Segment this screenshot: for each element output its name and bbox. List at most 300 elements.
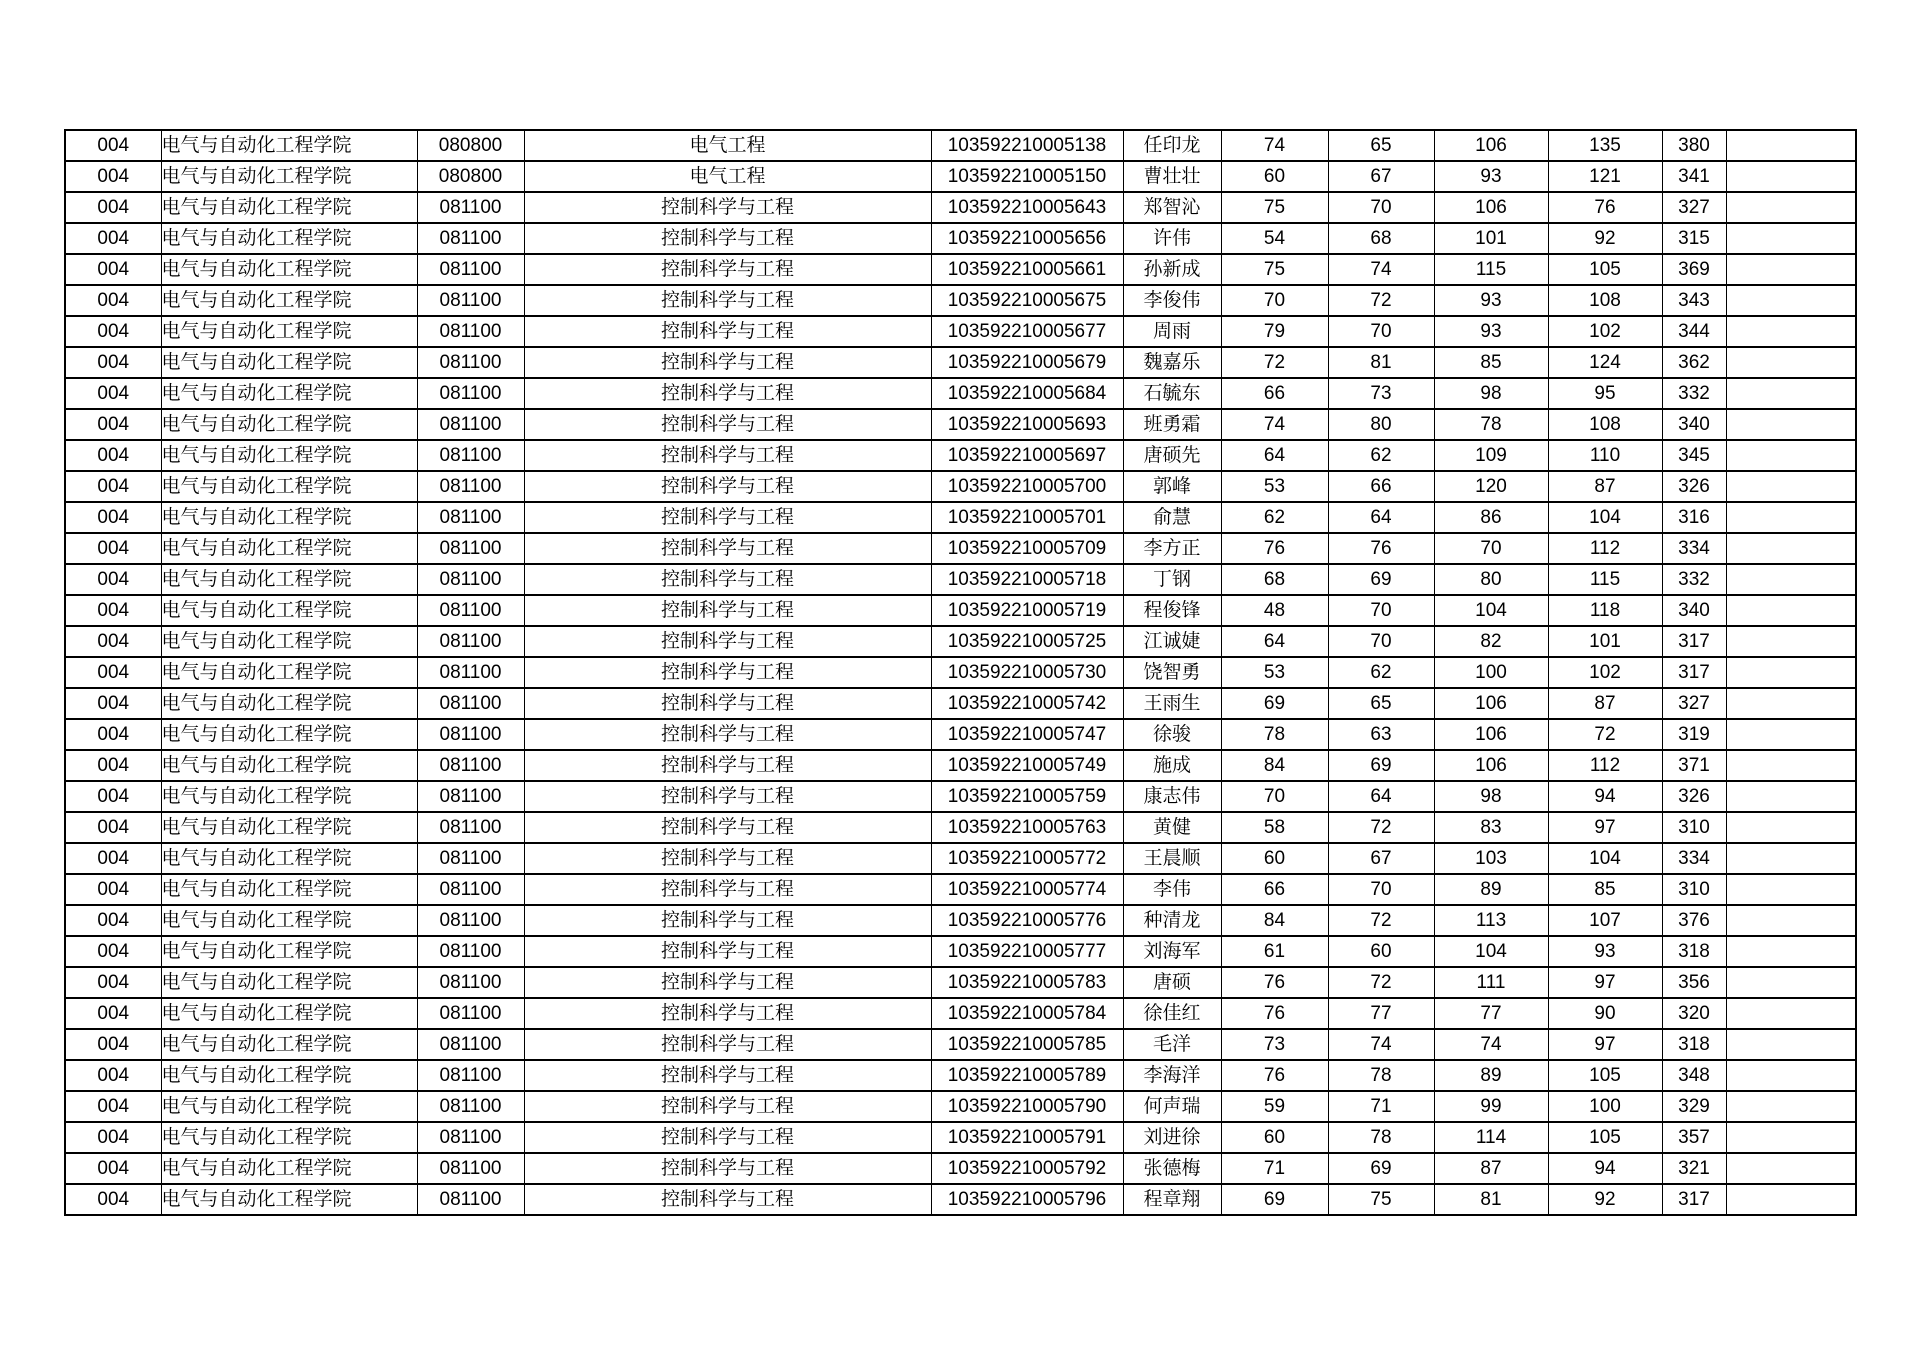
- college-name-cell: 电气与自动化工程学院: [161, 161, 417, 192]
- total-score-cell: 326: [1662, 781, 1726, 812]
- student-name-cell: 郭峰: [1123, 471, 1221, 502]
- major-name-cell: 控制科学与工程: [524, 595, 931, 626]
- politics-score-cell: 60: [1221, 1122, 1328, 1153]
- table-row: [65, 254, 1856, 285]
- course1-score-cell: 77: [1434, 998, 1548, 1029]
- course2-score-cell: 93: [1548, 936, 1662, 967]
- table-row: [65, 626, 1856, 657]
- table-row: [65, 533, 1856, 564]
- exam-number-cell: 103592210005759: [931, 781, 1123, 812]
- exam-number-cell: 103592210005719: [931, 595, 1123, 626]
- course2-score-cell: 72: [1548, 719, 1662, 750]
- major-name-cell: 控制科学与工程: [524, 657, 931, 688]
- remark-cell: [1726, 657, 1856, 688]
- course1-score-cell: 101: [1434, 223, 1548, 254]
- remark-cell: [1726, 750, 1856, 781]
- course1-score-cell: 99: [1434, 1091, 1548, 1122]
- student-name-cell: 王晨顺: [1123, 843, 1221, 874]
- english-score-cell: 69: [1328, 750, 1434, 781]
- english-score-cell: 78: [1328, 1122, 1434, 1153]
- remark-cell: [1726, 1029, 1856, 1060]
- college-name-cell: 电气与自动化工程学院: [161, 502, 417, 533]
- student-name-cell: 徐骏: [1123, 719, 1221, 750]
- student-name-cell: 程俊锋: [1123, 595, 1221, 626]
- politics-score-cell: 74: [1221, 130, 1328, 161]
- major-name-cell: 控制科学与工程: [524, 843, 931, 874]
- school-code-cell: 004: [65, 223, 161, 254]
- politics-score-cell: 53: [1221, 657, 1328, 688]
- course2-score-cell: 108: [1548, 285, 1662, 316]
- college-name-cell: 电气与自动化工程学院: [161, 719, 417, 750]
- table-row: [65, 812, 1856, 843]
- major-code-cell: 081100: [417, 1091, 524, 1122]
- major-code-cell: 081100: [417, 378, 524, 409]
- exam-number-cell: 103592210005679: [931, 347, 1123, 378]
- student-name-cell: 程章翔: [1123, 1184, 1221, 1215]
- student-name-cell: 孙新成: [1123, 254, 1221, 285]
- major-name-cell: 控制科学与工程: [524, 874, 931, 905]
- school-code-cell: 004: [65, 409, 161, 440]
- english-score-cell: 74: [1328, 254, 1434, 285]
- total-score-cell: 340: [1662, 409, 1726, 440]
- remark-cell: [1726, 905, 1856, 936]
- english-score-cell: 67: [1328, 161, 1434, 192]
- exam-number-cell: 103592210005763: [931, 812, 1123, 843]
- table-row: [65, 285, 1856, 316]
- course1-score-cell: 89: [1434, 1060, 1548, 1091]
- english-score-cell: 62: [1328, 440, 1434, 471]
- college-name-cell: 电气与自动化工程学院: [161, 347, 417, 378]
- major-code-cell: 081100: [417, 347, 524, 378]
- college-name-cell: 电气与自动化工程学院: [161, 998, 417, 1029]
- politics-score-cell: 72: [1221, 347, 1328, 378]
- major-name-cell: 控制科学与工程: [524, 502, 931, 533]
- college-name-cell: 电气与自动化工程学院: [161, 223, 417, 254]
- total-score-cell: 317: [1662, 657, 1726, 688]
- politics-score-cell: 54: [1221, 223, 1328, 254]
- english-score-cell: 70: [1328, 595, 1434, 626]
- course1-score-cell: 70: [1434, 533, 1548, 564]
- major-code-cell: 081100: [417, 502, 524, 533]
- politics-score-cell: 75: [1221, 192, 1328, 223]
- school-code-cell: 004: [65, 130, 161, 161]
- remark-cell: [1726, 161, 1856, 192]
- total-score-cell: 334: [1662, 533, 1726, 564]
- remark-cell: [1726, 967, 1856, 998]
- remark-cell: [1726, 1153, 1856, 1184]
- exam-number-cell: 103592210005791: [931, 1122, 1123, 1153]
- major-name-cell: 控制科学与工程: [524, 1184, 931, 1215]
- english-score-cell: 63: [1328, 719, 1434, 750]
- course2-score-cell: 97: [1548, 1029, 1662, 1060]
- exam-number-cell: 103592210005749: [931, 750, 1123, 781]
- major-name-cell: 控制科学与工程: [524, 378, 931, 409]
- exam-number-cell: 103592210005730: [931, 657, 1123, 688]
- school-code-cell: 004: [65, 533, 161, 564]
- politics-score-cell: 76: [1221, 533, 1328, 564]
- english-score-cell: 69: [1328, 1153, 1434, 1184]
- english-score-cell: 60: [1328, 936, 1434, 967]
- remark-cell: [1726, 254, 1856, 285]
- politics-score-cell: 76: [1221, 998, 1328, 1029]
- course1-score-cell: 120: [1434, 471, 1548, 502]
- major-code-cell: 081100: [417, 316, 524, 347]
- politics-score-cell: 84: [1221, 750, 1328, 781]
- course1-score-cell: 89: [1434, 874, 1548, 905]
- english-score-cell: 64: [1328, 781, 1434, 812]
- remark-cell: [1726, 781, 1856, 812]
- college-name-cell: 电气与自动化工程学院: [161, 657, 417, 688]
- student-name-cell: 郑智沁: [1123, 192, 1221, 223]
- college-name-cell: 电气与自动化工程学院: [161, 688, 417, 719]
- table-row: [65, 564, 1856, 595]
- course2-score-cell: 92: [1548, 223, 1662, 254]
- total-score-cell: 321: [1662, 1153, 1726, 1184]
- student-name-cell: 张德梅: [1123, 1153, 1221, 1184]
- table-row: [65, 657, 1856, 688]
- total-score-cell: 317: [1662, 1184, 1726, 1215]
- major-code-cell: 081100: [417, 719, 524, 750]
- school-code-cell: 004: [65, 161, 161, 192]
- major-code-cell: 081100: [417, 595, 524, 626]
- table-row: [65, 347, 1856, 378]
- course2-score-cell: 107: [1548, 905, 1662, 936]
- exam-number-cell: 103592210005777: [931, 936, 1123, 967]
- course2-score-cell: 108: [1548, 409, 1662, 440]
- remark-cell: [1726, 316, 1856, 347]
- remark-cell: [1726, 1184, 1856, 1215]
- student-name-cell: 丁钢: [1123, 564, 1221, 595]
- total-score-cell: 376: [1662, 905, 1726, 936]
- english-score-cell: 70: [1328, 316, 1434, 347]
- total-score-cell: 356: [1662, 967, 1726, 998]
- politics-score-cell: 66: [1221, 378, 1328, 409]
- school-code-cell: 004: [65, 254, 161, 285]
- course2-score-cell: 97: [1548, 812, 1662, 843]
- politics-score-cell: 60: [1221, 843, 1328, 874]
- major-name-cell: 控制科学与工程: [524, 316, 931, 347]
- major-name-cell: 控制科学与工程: [524, 409, 931, 440]
- course1-score-cell: 93: [1434, 161, 1548, 192]
- english-score-cell: 62: [1328, 657, 1434, 688]
- table-row: [65, 595, 1856, 626]
- college-name-cell: 电气与自动化工程学院: [161, 316, 417, 347]
- remark-cell: [1726, 409, 1856, 440]
- exam-number-cell: 103592210005693: [931, 409, 1123, 440]
- course2-score-cell: 94: [1548, 1153, 1662, 1184]
- exam-number-cell: 103592210005783: [931, 967, 1123, 998]
- remark-cell: [1726, 533, 1856, 564]
- college-name-cell: 电气与自动化工程学院: [161, 595, 417, 626]
- major-code-cell: 081100: [417, 1122, 524, 1153]
- college-name-cell: 电气与自动化工程学院: [161, 1060, 417, 1091]
- politics-score-cell: 70: [1221, 285, 1328, 316]
- student-name-cell: 毛洋: [1123, 1029, 1221, 1060]
- college-name-cell: 电气与自动化工程学院: [161, 967, 417, 998]
- exam-number-cell: 103592210005677: [931, 316, 1123, 347]
- politics-score-cell: 70: [1221, 781, 1328, 812]
- total-score-cell: 369: [1662, 254, 1726, 285]
- major-name-cell: 控制科学与工程: [524, 750, 931, 781]
- course1-score-cell: 81: [1434, 1184, 1548, 1215]
- table-row: [65, 719, 1856, 750]
- course1-score-cell: 80: [1434, 564, 1548, 595]
- major-code-cell: 081100: [417, 1060, 524, 1091]
- total-score-cell: 345: [1662, 440, 1726, 471]
- student-name-cell: 魏嘉乐: [1123, 347, 1221, 378]
- english-score-cell: 67: [1328, 843, 1434, 874]
- table-row: [65, 440, 1856, 471]
- student-name-cell: 种清龙: [1123, 905, 1221, 936]
- exam-number-cell: 103592210005700: [931, 471, 1123, 502]
- exam-number-cell: 103592210005772: [931, 843, 1123, 874]
- course2-score-cell: 94: [1548, 781, 1662, 812]
- student-name-cell: 李伟: [1123, 874, 1221, 905]
- total-score-cell: 332: [1662, 564, 1726, 595]
- major-code-cell: 081100: [417, 1153, 524, 1184]
- table-row: [65, 1184, 1856, 1215]
- major-code-cell: 081100: [417, 812, 524, 843]
- english-score-cell: 70: [1328, 192, 1434, 223]
- exam-number-cell: 103592210005792: [931, 1153, 1123, 1184]
- major-code-cell: 081100: [417, 781, 524, 812]
- major-code-cell: 081100: [417, 254, 524, 285]
- school-code-cell: 004: [65, 192, 161, 223]
- major-name-cell: 控制科学与工程: [524, 1153, 931, 1184]
- course1-score-cell: 83: [1434, 812, 1548, 843]
- major-name-cell: 控制科学与工程: [524, 781, 931, 812]
- school-code-cell: 004: [65, 843, 161, 874]
- major-name-cell: 控制科学与工程: [524, 688, 931, 719]
- school-code-cell: 004: [65, 1060, 161, 1091]
- major-name-cell: 控制科学与工程: [524, 812, 931, 843]
- politics-score-cell: 76: [1221, 967, 1328, 998]
- politics-score-cell: 78: [1221, 719, 1328, 750]
- school-code-cell: 004: [65, 812, 161, 843]
- exam-number-cell: 103592210005661: [931, 254, 1123, 285]
- remark-cell: [1726, 285, 1856, 316]
- english-score-cell: 73: [1328, 378, 1434, 409]
- major-code-cell: 081100: [417, 905, 524, 936]
- course2-score-cell: 87: [1548, 471, 1662, 502]
- politics-score-cell: 64: [1221, 440, 1328, 471]
- exam-number-cell: 103592210005790: [931, 1091, 1123, 1122]
- remark-cell: [1726, 1091, 1856, 1122]
- course2-score-cell: 101: [1548, 626, 1662, 657]
- school-code-cell: 004: [65, 750, 161, 781]
- total-score-cell: 315: [1662, 223, 1726, 254]
- total-score-cell: 334: [1662, 843, 1726, 874]
- english-score-cell: 70: [1328, 874, 1434, 905]
- course1-score-cell: 87: [1434, 1153, 1548, 1184]
- remark-cell: [1726, 192, 1856, 223]
- student-name-cell: 班勇霜: [1123, 409, 1221, 440]
- exam-number-cell: 103592210005138: [931, 130, 1123, 161]
- course1-score-cell: 106: [1434, 130, 1548, 161]
- remark-cell: [1726, 719, 1856, 750]
- politics-score-cell: 48: [1221, 595, 1328, 626]
- major-name-cell: 电气工程: [524, 130, 931, 161]
- school-code-cell: 004: [65, 657, 161, 688]
- course2-score-cell: 92: [1548, 1184, 1662, 1215]
- course2-score-cell: 105: [1548, 254, 1662, 285]
- student-name-cell: 饶智勇: [1123, 657, 1221, 688]
- student-name-cell: 石毓东: [1123, 378, 1221, 409]
- table-row: [65, 1029, 1856, 1060]
- table-row: [65, 1060, 1856, 1091]
- politics-score-cell: 74: [1221, 409, 1328, 440]
- major-name-cell: 控制科学与工程: [524, 223, 931, 254]
- major-name-cell: 控制科学与工程: [524, 254, 931, 285]
- table-row: [65, 688, 1856, 719]
- politics-score-cell: 53: [1221, 471, 1328, 502]
- remark-cell: [1726, 130, 1856, 161]
- exam-number-cell: 103592210005796: [931, 1184, 1123, 1215]
- college-name-cell: 电气与自动化工程学院: [161, 936, 417, 967]
- course1-score-cell: 93: [1434, 285, 1548, 316]
- politics-score-cell: 75: [1221, 254, 1328, 285]
- total-score-cell: 348: [1662, 1060, 1726, 1091]
- politics-score-cell: 68: [1221, 564, 1328, 595]
- english-score-cell: 80: [1328, 409, 1434, 440]
- remark-cell: [1726, 1060, 1856, 1091]
- school-code-cell: 004: [65, 347, 161, 378]
- major-code-cell: 080800: [417, 161, 524, 192]
- politics-score-cell: 73: [1221, 1029, 1328, 1060]
- major-name-cell: 控制科学与工程: [524, 533, 931, 564]
- course1-score-cell: 114: [1434, 1122, 1548, 1153]
- course1-score-cell: 104: [1434, 936, 1548, 967]
- remark-cell: [1726, 936, 1856, 967]
- course1-score-cell: 85: [1434, 347, 1548, 378]
- major-name-cell: 控制科学与工程: [524, 905, 931, 936]
- table-row: [65, 936, 1856, 967]
- exam-number-cell: 103592210005742: [931, 688, 1123, 719]
- student-name-cell: 江诚婕: [1123, 626, 1221, 657]
- course2-score-cell: 87: [1548, 688, 1662, 719]
- major-name-cell: 控制科学与工程: [524, 1029, 931, 1060]
- student-name-cell: 施成: [1123, 750, 1221, 781]
- table-row: [65, 502, 1856, 533]
- total-score-cell: 380: [1662, 130, 1726, 161]
- major-name-cell: 控制科学与工程: [524, 1091, 931, 1122]
- course2-score-cell: 135: [1548, 130, 1662, 161]
- table-row: [65, 378, 1856, 409]
- course2-score-cell: 102: [1548, 657, 1662, 688]
- table-row: [65, 130, 1856, 161]
- student-name-cell: 李海洋: [1123, 1060, 1221, 1091]
- table-row: [65, 471, 1856, 502]
- major-name-cell: 控制科学与工程: [524, 998, 931, 1029]
- english-score-cell: 71: [1328, 1091, 1434, 1122]
- student-name-cell: 何声瑞: [1123, 1091, 1221, 1122]
- politics-score-cell: 84: [1221, 905, 1328, 936]
- major-code-cell: 081100: [417, 750, 524, 781]
- student-name-cell: 任印龙: [1123, 130, 1221, 161]
- major-code-cell: 080800: [417, 130, 524, 161]
- exam-number-cell: 103592210005725: [931, 626, 1123, 657]
- college-name-cell: 电气与自动化工程学院: [161, 564, 417, 595]
- student-name-cell: 李俊伟: [1123, 285, 1221, 316]
- major-code-cell: 081100: [417, 657, 524, 688]
- politics-score-cell: 79: [1221, 316, 1328, 347]
- exam-number-cell: 103592210005718: [931, 564, 1123, 595]
- remark-cell: [1726, 564, 1856, 595]
- school-code-cell: 004: [65, 781, 161, 812]
- school-code-cell: 004: [65, 1153, 161, 1184]
- major-code-cell: 081100: [417, 223, 524, 254]
- student-name-cell: 唐硕先: [1123, 440, 1221, 471]
- english-score-cell: 78: [1328, 1060, 1434, 1091]
- college-name-cell: 电气与自动化工程学院: [161, 440, 417, 471]
- total-score-cell: 316: [1662, 502, 1726, 533]
- course2-score-cell: 95: [1548, 378, 1662, 409]
- total-score-cell: 343: [1662, 285, 1726, 316]
- exam-number-cell: 103592210005675: [931, 285, 1123, 316]
- major-name-cell: 控制科学与工程: [524, 626, 931, 657]
- major-code-cell: 081100: [417, 285, 524, 316]
- major-code-cell: 081100: [417, 192, 524, 223]
- total-score-cell: 326: [1662, 471, 1726, 502]
- total-score-cell: 327: [1662, 192, 1726, 223]
- student-name-cell: 黄健: [1123, 812, 1221, 843]
- student-name-cell: 康志伟: [1123, 781, 1221, 812]
- total-score-cell: 310: [1662, 812, 1726, 843]
- remark-cell: [1726, 440, 1856, 471]
- total-score-cell: 318: [1662, 1029, 1726, 1060]
- table-row: [65, 967, 1856, 998]
- student-name-cell: 曹壮壮: [1123, 161, 1221, 192]
- english-score-cell: 64: [1328, 502, 1434, 533]
- total-score-cell: 362: [1662, 347, 1726, 378]
- course1-score-cell: 103: [1434, 843, 1548, 874]
- remark-cell: [1726, 595, 1856, 626]
- english-score-cell: 69: [1328, 564, 1434, 595]
- student-name-cell: 李方正: [1123, 533, 1221, 564]
- major-code-cell: 081100: [417, 409, 524, 440]
- english-score-cell: 77: [1328, 998, 1434, 1029]
- politics-score-cell: 64: [1221, 626, 1328, 657]
- total-score-cell: 320: [1662, 998, 1726, 1029]
- total-score-cell: 310: [1662, 874, 1726, 905]
- course1-score-cell: 106: [1434, 719, 1548, 750]
- major-name-cell: 控制科学与工程: [524, 347, 931, 378]
- course1-score-cell: 113: [1434, 905, 1548, 936]
- remark-cell: [1726, 1122, 1856, 1153]
- score-table: [64, 129, 1857, 1216]
- college-name-cell: 电气与自动化工程学院: [161, 874, 417, 905]
- english-score-cell: 70: [1328, 626, 1434, 657]
- english-score-cell: 72: [1328, 285, 1434, 316]
- exam-number-cell: 103592210005784: [931, 998, 1123, 1029]
- total-score-cell: 340: [1662, 595, 1726, 626]
- exam-number-cell: 103592210005643: [931, 192, 1123, 223]
- student-name-cell: 唐硕: [1123, 967, 1221, 998]
- course2-score-cell: 112: [1548, 750, 1662, 781]
- table-row: [65, 223, 1856, 254]
- table-body: [65, 130, 1856, 1215]
- course2-score-cell: 102: [1548, 316, 1662, 347]
- remark-cell: [1726, 378, 1856, 409]
- major-code-cell: 081100: [417, 533, 524, 564]
- table-row: [65, 874, 1856, 905]
- school-code-cell: 004: [65, 998, 161, 1029]
- college-name-cell: 电气与自动化工程学院: [161, 285, 417, 316]
- exam-number-cell: 103592210005789: [931, 1060, 1123, 1091]
- course1-score-cell: 100: [1434, 657, 1548, 688]
- course2-score-cell: 121: [1548, 161, 1662, 192]
- table-row: [65, 192, 1856, 223]
